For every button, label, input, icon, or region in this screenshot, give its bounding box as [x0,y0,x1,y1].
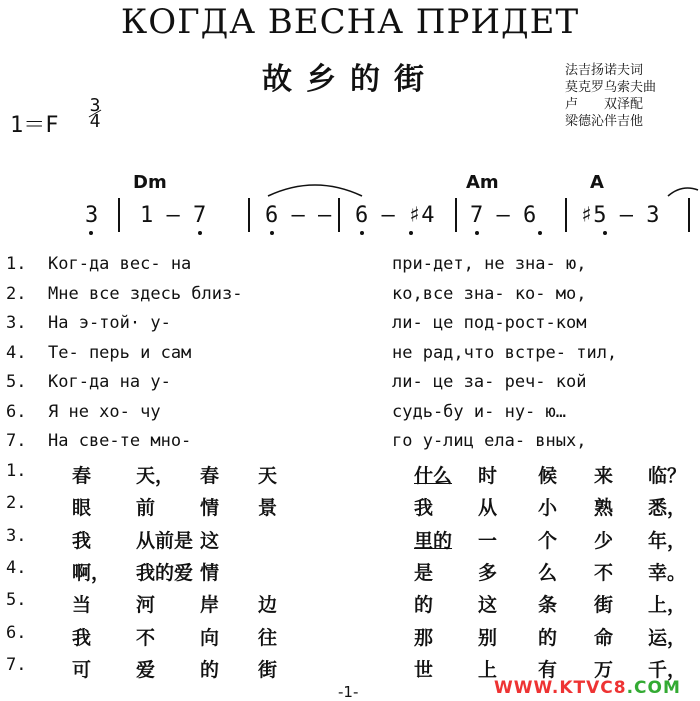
lyric-syllable: 年， [648,529,687,552]
lyric-syllable: 往 [258,626,278,649]
lyric-syllable: 眼 [72,497,92,520]
time-signature-top: 3 [89,95,101,116]
lyric-syllable: 情 [200,497,220,520]
lyric-syllable: 我 [414,497,434,520]
lyric-syllable: 我的爱 [136,561,194,584]
lyric-syllable: 爱 [136,658,156,681]
lyric-syllable: 可 [72,658,92,681]
verse-number: 6. [6,401,27,422]
credit-arranger: 卢 双泽配 [565,97,644,112]
note-group: 6 — — [265,203,332,228]
note-group: 7 — 6 [470,203,537,228]
lyric-line-part: Я не хо- чу [48,401,161,422]
watermark-prefix: WWW. [494,678,560,698]
lyric-syllable: 天， [136,465,175,487]
lyric-syllable: 的 [414,594,434,617]
russian-title: КОГДА ВЕСНА ПРИДЕТ [120,2,580,42]
lyric-syllable: 小 [538,497,558,520]
chord-label: Am [466,172,499,193]
lyric-syllable: 悉， [648,497,687,520]
lyric-syllable: 从前是 [136,529,194,552]
lyric-syllable: 命 [594,626,614,649]
chord-label: Dm [133,172,167,193]
key-signature: 1＝F [10,113,59,138]
lyric-syllable: 街 [594,594,614,617]
verse-number: 7. [6,654,27,675]
note-group: ♯5 — 3 [580,203,660,228]
lyric-syllable: 什么 [414,465,453,487]
page-number: -1- [338,683,359,701]
lyric-syllable: 千， [648,658,687,681]
lyric-syllable: 是 [414,561,434,584]
lyric-syllable: 这 [200,529,220,552]
lyric-syllable: 景 [258,497,278,520]
verse-number: 5. [6,590,27,611]
lyric-syllable: 岸 [200,594,220,617]
verse-number: 1. [6,254,27,274]
lyric-syllable: 上， [648,594,687,617]
chord-label: A [590,172,604,193]
lyric-line-part: Ког-да вес- на [48,254,192,274]
verse-number: 4. [6,342,27,363]
lyric-line-part: На све-те мно- [48,431,192,451]
watermark-site: KTVC8 [559,678,627,698]
lyric-syllable: 幸。 [648,561,687,584]
credit-guitar: 梁德沁伴吉他 [565,114,644,129]
chinese-title: 故乡的街 [262,62,438,97]
lyric-syllable: 少 [594,529,614,552]
watermark [494,678,681,698]
lyric-syllable: 临？ [648,465,687,487]
lyric-syllable: 从 [478,497,498,520]
watermark-suffix: .COM [626,678,681,698]
lyric-syllable: 运， [648,626,687,649]
lyric-line-part: судь-бу и- ну- ю… [392,401,566,422]
lyric-line-part: го у-лиц ела- вных, [392,431,587,451]
lyric-syllable: 别 [478,626,498,649]
lyric-syllable: 当 [72,594,92,617]
lyric-syllable: 来 [594,465,614,487]
lyric-syllable: 我 [72,626,92,649]
note-group: 1 — 7 [140,203,207,228]
lyric-syllable: 一 [478,529,498,552]
lyric-syllable: 我 [72,529,92,552]
tie-arc [268,185,362,196]
lyric-syllable: 条 [538,594,558,617]
lyric-syllable: 时 [478,465,498,487]
verse-number: 6. [6,622,27,643]
lyric-line-part: Те- перь и сам [48,342,192,363]
verse-number: 2. [6,283,27,304]
lyric-line-part: На э-той· у- [48,313,171,333]
verse-number: 3. [6,525,27,546]
tie-arc [668,188,698,196]
lyric-syllable: 候 [538,465,558,487]
tie-marks [0,0,700,260]
note-group: 6 — ♯4 [355,203,435,228]
lyric-syllable: 里的 [414,529,453,552]
verse-number: 4. [6,557,27,578]
note-group: 3 [85,203,99,228]
lyric-syllable: 这 [478,594,498,617]
verse-number: 3. [6,313,27,333]
lyric-line-part: Мне все здесь близ- [48,283,243,304]
lyric-syllable: 世 [414,658,434,681]
lyric-syllable: 多 [478,561,498,584]
lyric-line-part: не рад,что встре- тил, [392,342,618,363]
lyric-line-part: Ког-да на у- [48,372,171,392]
lyric-syllable: 不 [136,626,156,649]
lyric-line-part: ли- це за- реч- кой [392,372,587,392]
verse-number: 7. [6,431,27,451]
lyric-syllable: 春 [72,465,92,487]
lyric-syllable: 个 [538,529,558,552]
verse-number: 5. [6,372,27,392]
time-signature-bottom: 4 [89,111,101,132]
verse-number: 2. [6,493,27,514]
lyric-syllable: 情 [200,561,220,584]
lyric-syllable: 天 [258,465,278,487]
lyric-syllable: 上 [478,658,498,681]
lyric-syllable: 向 [200,626,220,649]
lyric-syllable: 前 [136,497,156,520]
lyric-line-part: ли- це под-рост-ком [392,313,587,333]
lyric-syllable: 的 [538,626,558,649]
credit-lyricist: 法吉扬诺夫词 [565,63,644,78]
lyric-syllable: 春 [200,465,220,487]
lyric-syllable: 有 [538,658,558,681]
lyric-syllable: 啊， [72,561,111,584]
lyric-syllable: 那 [414,626,434,649]
lyric-syllable: 熟 [594,497,614,520]
lyric-line-part: ко,все зна- ко- мо, [392,283,587,304]
lyric-syllable: 街 [258,658,278,681]
lyric-syllable: 河 [136,594,156,617]
lyric-syllable: 万 [594,658,614,681]
lyric-line-part: при-дет, не зна- ю, [392,254,587,274]
lyric-syllable: 么 [538,561,558,584]
lyric-syllable: 不 [594,561,614,584]
lyric-syllable: 边 [258,594,278,617]
verse-number: 1. [6,461,27,481]
lyric-syllable: 的 [200,658,220,681]
credit-composer: 莫克罗乌索夫曲 [565,80,657,95]
